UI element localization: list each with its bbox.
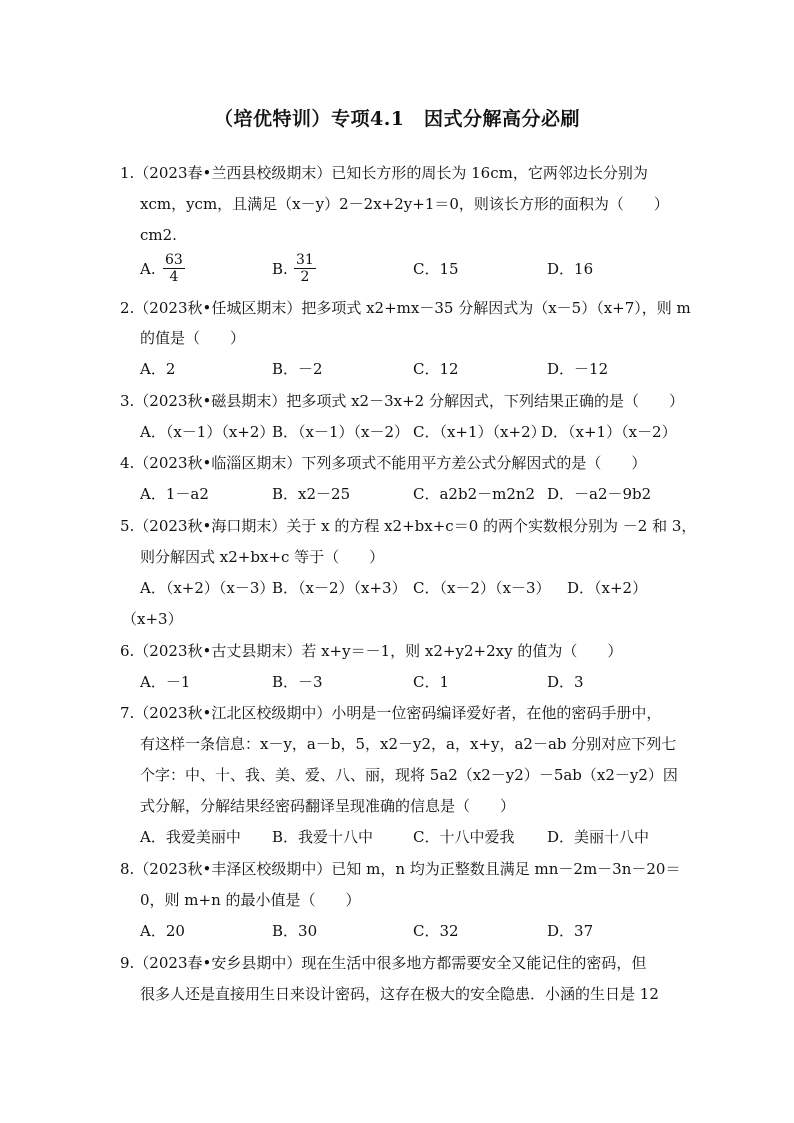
question-3-option-d: D．（x+1）（x－2） bbox=[541, 423, 677, 441]
question-1-option-d: D．16 bbox=[547, 260, 594, 278]
question-6-line-1: 6.（2023秋•古丈县期末）若 x+y＝－1，则 x2+y2+2xy 的值为（ ） bbox=[120, 642, 623, 660]
question-1-option-c: C．15 bbox=[413, 260, 459, 278]
question-7-line-3: 个字：中、十、我、美、爱、八、丽，现将 5a2（x2－y2）－5ab（x2－y2）因 bbox=[140, 766, 678, 784]
question-7-option-c: C．十八中爱我 bbox=[413, 828, 515, 846]
question-5-option-d-continued: （x+3） bbox=[122, 610, 183, 628]
question-6-option-b: B．－3 bbox=[272, 673, 323, 691]
question-3-option-c: C．（x+1）（x+2） bbox=[413, 423, 546, 441]
question-5-option-a: A．（x+2）（x－3） bbox=[140, 579, 275, 597]
question-1-option-a-label: A. bbox=[140, 260, 156, 278]
question-8-option-d: D．37 bbox=[547, 922, 594, 940]
question-2-option-d: D．－12 bbox=[547, 360, 609, 378]
question-7-option-a: A．我爱美丽中 bbox=[140, 828, 241, 846]
question-2-line-1: 2.（2023秋•任城区期末）把多项式 x2+mx－35 分解因式为（x－5）（x+7），则 m bbox=[120, 299, 691, 317]
question-4-option-d: D．－a2－9b2 bbox=[547, 485, 652, 503]
question-6-option-a: A．－1 bbox=[140, 673, 191, 691]
question-3-option-a: A．（x－1）（x+2） bbox=[140, 423, 275, 441]
question-8-option-a: A．20 bbox=[140, 922, 185, 940]
question-4-option-b: B．x2－25 bbox=[272, 485, 351, 503]
question-2-line-2: 的值是（ ） bbox=[140, 329, 246, 347]
question-1-option-a-fraction bbox=[163, 252, 185, 285]
fraction-numerator: 63 bbox=[165, 252, 183, 268]
question-1-line-2: xcm，ycm，且满足（x－y）2－2x+2y+1＝0，则该长方形的面积为（ ） bbox=[140, 195, 669, 213]
question-7-option-b: B．我爱十八中 bbox=[272, 828, 374, 846]
question-6-option-c: C．1 bbox=[413, 673, 450, 691]
question-6-option-d: D．3 bbox=[547, 673, 584, 691]
question-9-line-2: 很多人还是直接用生日来设计密码，这存在极大的安全隐患．小涵的生日是 12 bbox=[140, 985, 659, 1003]
question-8-option-c: C．32 bbox=[413, 922, 459, 940]
question-3-option-b: B．（x－1）（x－2） bbox=[272, 423, 410, 441]
question-1-option-b-label: B. bbox=[272, 260, 288, 278]
question-7-line-1: 7.（2023秋•江北区校级期中）小明是一位密码编译爱好者，在他的密码手册中， bbox=[120, 704, 662, 722]
question-1-option-b-fraction bbox=[294, 252, 316, 285]
question-8-line-2: 0，则 m+n 的最小值是（ ） bbox=[140, 891, 361, 909]
question-2-option-c: C．12 bbox=[413, 360, 459, 378]
fraction-denominator: 4 bbox=[169, 269, 179, 285]
question-4-option-c: C．a2b2－m2n2 bbox=[413, 485, 536, 503]
question-5-line-2: 则分解因式 x2+bx+c 等于（ ） bbox=[140, 548, 385, 566]
question-3-line-1: 3.（2023秋•磁县期末）把多项式 x2－3x+2 分解因式，下列结果正确的是（ ） bbox=[120, 392, 684, 410]
question-2-option-b: B．－2 bbox=[272, 360, 323, 378]
question-7-line-4: 式分解，分解结果经密码翻译呈现准确的信息是（ ） bbox=[140, 797, 516, 815]
fraction-numerator: 31 bbox=[296, 252, 314, 268]
question-5-line-1: 5.（2023秋•海口期末）关于 x 的方程 x2+bx+c＝0 的两个实数根分别为 －2 和 3， bbox=[120, 517, 697, 535]
question-4-option-a: A．1－a2 bbox=[140, 485, 209, 503]
question-1-line-1: 1.（2023春•兰西县校级期末）已知长方形的周长为 16cm，它两邻边长分别为 bbox=[120, 164, 648, 182]
question-7-line-2: 有这样一条信息：x－y，a－b，5，x2－y2，a，x+y，a2－ab 分别对应下列七 bbox=[140, 735, 677, 753]
question-8-option-b: B．30 bbox=[272, 922, 318, 940]
question-5-option-c: C．（x－2）（x－3） bbox=[413, 579, 551, 597]
page-title: （培优特训）专项4.1 因式分解高分必刷 bbox=[213, 108, 581, 130]
question-5-option-b: B．（x－2）（x+3） bbox=[272, 579, 407, 597]
question-5-option-d: D．（x+2） bbox=[567, 579, 648, 597]
question-1-line-3: cm2. bbox=[140, 226, 177, 244]
question-2-option-a: A．2 bbox=[140, 360, 176, 378]
fraction-denominator: 2 bbox=[300, 269, 310, 285]
question-4-line-1: 4.（2023秋•临淄区期末）下列多项式不能用平方差公式分解因式的是（ ） bbox=[120, 454, 647, 472]
question-9-line-1: 9.（2023春•安乡县期中）现在生活中很多地方都需要安全又能记住的密码，但 bbox=[120, 954, 647, 972]
question-7-option-d: D．美丽十八中 bbox=[547, 828, 650, 846]
question-8-line-1: 8.（2023秋•丰泽区校级期中）已知 m，n 均为正整数且满足 mn－2m－3n－20＝ bbox=[120, 860, 681, 878]
